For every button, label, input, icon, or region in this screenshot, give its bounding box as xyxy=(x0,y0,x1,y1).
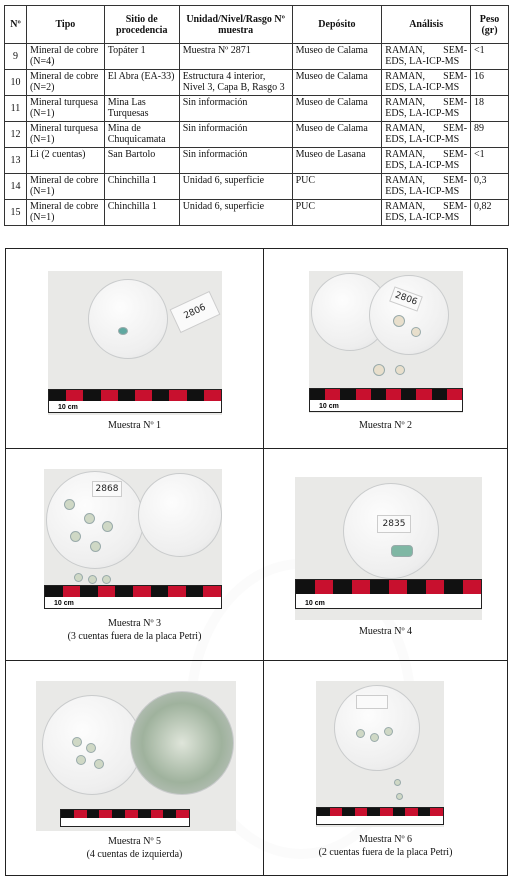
bead xyxy=(88,575,97,584)
scale-segment xyxy=(355,808,368,816)
table-row xyxy=(5,70,509,96)
table-row xyxy=(5,122,509,148)
scale-segment xyxy=(83,390,100,401)
caption-muestra-5: Muestra Nº 5 xyxy=(107,836,162,847)
scale-label: 10 cm xyxy=(302,600,328,607)
cell-n: 13 xyxy=(5,148,27,174)
bead xyxy=(394,779,401,786)
header-deposito: Depósito xyxy=(292,6,382,44)
note-muestra-6: (2 cuentas fuera de la placa Petri) xyxy=(318,847,453,858)
scale-triangle-icon: ▲ xyxy=(453,403,459,409)
caption-muestra-4: Muestra Nº 4 xyxy=(358,626,413,637)
scale-segment xyxy=(371,400,386,411)
bead xyxy=(72,737,82,747)
samples-table xyxy=(4,5,509,226)
scale-segment xyxy=(430,816,443,824)
scale-segment xyxy=(151,586,169,597)
scale-segment xyxy=(432,389,447,400)
scale-segment xyxy=(386,389,401,400)
cell-sitio: Mina Las Turquesas xyxy=(104,96,179,122)
sample-tag: 2806 xyxy=(389,286,423,311)
scale-segment xyxy=(135,401,152,412)
scale-segment xyxy=(101,401,118,412)
scale-segment xyxy=(45,586,63,597)
scale-segment xyxy=(342,816,355,824)
scale-segment xyxy=(370,580,389,594)
scale-segment xyxy=(98,586,116,597)
cell-deposito: PUC xyxy=(292,174,382,200)
scale-bottom-row xyxy=(317,816,443,824)
cell-tipo: Mineral de cobre (N=2) xyxy=(26,70,104,96)
scale-segment xyxy=(330,808,343,816)
scale-segment xyxy=(407,594,426,608)
scale-segment xyxy=(352,594,371,608)
scale-label: 10 cm xyxy=(316,403,342,410)
bead xyxy=(102,575,111,584)
mineral-fragment xyxy=(391,545,413,557)
bead xyxy=(384,727,393,736)
scale-segment xyxy=(152,390,169,401)
scale-segment xyxy=(367,816,380,824)
caption-muestra-6: Muestra Nº 6 xyxy=(358,834,413,845)
scale-segment xyxy=(333,594,352,608)
bead xyxy=(393,315,405,327)
scale-segment xyxy=(138,810,151,818)
scale-bar xyxy=(295,579,482,609)
scale-triangle-icon: ▲ xyxy=(472,600,478,606)
scale-segment xyxy=(296,580,315,594)
cell-peso: 0,82 xyxy=(471,200,509,226)
bead xyxy=(90,541,101,552)
scale-segment xyxy=(204,390,221,401)
figure-muestra-5 xyxy=(6,661,264,875)
scale-segment xyxy=(125,810,138,818)
header-peso: Peso (gr) xyxy=(471,6,509,44)
cell-unidad: Muestra Nº 2871 xyxy=(179,44,292,70)
table-header-row xyxy=(5,6,509,44)
petri-dish xyxy=(369,275,449,355)
bead xyxy=(70,531,81,542)
scale-top-row xyxy=(296,580,481,594)
scale-segment xyxy=(310,389,325,400)
scale-segment xyxy=(356,389,371,400)
cell-n: 15 xyxy=(5,200,27,226)
bead xyxy=(76,755,86,765)
cell-deposito: Museo de Calama xyxy=(292,122,382,148)
scale-segment xyxy=(168,597,186,608)
petri-dish xyxy=(88,279,168,359)
photo-muestra-2 xyxy=(309,271,463,413)
photo-muestra-1 xyxy=(48,271,222,415)
cell-tipo: Mineral de cobre (N=1) xyxy=(26,174,104,200)
scale-segment xyxy=(187,401,204,412)
scale-segment xyxy=(115,597,133,608)
scale-segment xyxy=(325,389,340,400)
caption-muestra-1: Muestra Nº 1 xyxy=(107,420,162,431)
cell-analisis: RAMAN, SEM-EDS, LA-ICP-MS xyxy=(382,200,471,226)
scale-label: 10 cm xyxy=(51,600,77,607)
scale-segment xyxy=(416,400,431,411)
scale-segment xyxy=(163,810,176,818)
scale-segment xyxy=(444,580,463,594)
sample-tag: 2835 xyxy=(377,515,411,533)
scale-segment xyxy=(87,818,100,826)
scale-segment xyxy=(380,816,393,824)
table-row xyxy=(5,200,509,226)
cell-unidad: Unidad 6, superficie xyxy=(179,200,292,226)
cell-analisis: RAMAN, SEM-EDS, LA-ICP-MS xyxy=(382,96,471,122)
figure-muestra-1 xyxy=(6,249,264,449)
table-row xyxy=(5,96,509,122)
scale-segment xyxy=(401,400,416,411)
photo-muestra-4 xyxy=(295,477,482,620)
scale-segment xyxy=(367,808,380,816)
scale-segment xyxy=(317,816,330,824)
cell-deposito: PUC xyxy=(292,200,382,226)
scale-segment xyxy=(169,401,186,412)
scale-segment xyxy=(187,390,204,401)
scale-segment xyxy=(99,818,112,826)
cell-unidad: Sin información xyxy=(179,148,292,174)
scale-segment xyxy=(389,594,408,608)
cell-sitio: Chinchilla 1 xyxy=(104,174,179,200)
scale-bar xyxy=(44,585,222,609)
scale-bottom-row xyxy=(61,818,189,826)
scale-bar xyxy=(309,388,463,412)
scale-segment xyxy=(98,597,116,608)
scale-segment xyxy=(315,580,334,594)
scale-segment xyxy=(74,810,87,818)
scale-segment xyxy=(340,389,355,400)
scale-top-row xyxy=(49,390,221,401)
cell-peso: 89 xyxy=(471,122,509,148)
scale-segment xyxy=(371,389,386,400)
bead xyxy=(94,759,104,769)
scale-segment xyxy=(407,580,426,594)
scale-segment xyxy=(444,594,463,608)
scale-segment xyxy=(426,594,445,608)
cell-unidad: Estructura 4 interior, Nivel 3, Capa B, Rasgo 3 xyxy=(179,70,292,96)
bead xyxy=(370,733,379,742)
petri-dish-full xyxy=(130,691,234,795)
petri-dish-lid xyxy=(138,473,222,557)
cell-deposito: Museo de Lasana xyxy=(292,148,382,174)
scale-top-row xyxy=(317,808,443,816)
cell-analisis: RAMAN, SEM-EDS, LA-ICP-MS xyxy=(382,148,471,174)
figure-muestra-4 xyxy=(264,449,507,661)
table-row xyxy=(5,44,509,70)
bead xyxy=(396,793,403,800)
cell-n: 11 xyxy=(5,96,27,122)
cell-sitio: Mina de Chuquicamata xyxy=(104,122,179,148)
cell-tipo: Mineral turquesa (N=1) xyxy=(26,122,104,148)
photo-muestra-5 xyxy=(36,681,236,831)
scale-segment xyxy=(118,390,135,401)
cell-tipo: Mineral de cobre (N=1) xyxy=(26,200,104,226)
scale-segment xyxy=(87,810,100,818)
scale-segment xyxy=(426,580,445,594)
scale-segment xyxy=(133,586,151,597)
scale-segment xyxy=(118,401,135,412)
scale-bar xyxy=(316,807,444,825)
bead xyxy=(74,573,83,582)
scale-segment xyxy=(176,818,189,826)
scale-segment xyxy=(463,580,482,594)
header-n: Nº xyxy=(5,6,27,44)
scale-triangle-icon: ▲ xyxy=(212,600,218,606)
scale-segment xyxy=(135,390,152,401)
table-row xyxy=(5,174,509,200)
cell-analisis: RAMAN, SEM-EDS, LA-ICP-MS xyxy=(382,122,471,148)
scale-segment xyxy=(342,808,355,816)
scale-segment xyxy=(133,597,151,608)
photo-muestra-3 xyxy=(44,469,222,609)
scale-bar xyxy=(60,809,190,827)
cell-peso: 0,3 xyxy=(471,174,509,200)
figure-muestra-3 xyxy=(6,449,264,661)
scale-segment xyxy=(340,400,355,411)
figure-muestra-6 xyxy=(264,661,507,875)
scale-segment xyxy=(330,816,343,824)
note-muestra-5: (4 cuentas de izquierda) xyxy=(86,849,183,860)
note-muestra-3: (3 cuentas fuera de la placa Petri) xyxy=(67,631,202,642)
mineral-fragment xyxy=(118,327,128,335)
scale-segment xyxy=(317,808,330,816)
photo-grid xyxy=(5,248,508,876)
scale-segment xyxy=(125,818,138,826)
scale-segment xyxy=(61,818,74,826)
scale-label: 10 cm xyxy=(55,404,81,411)
table-row xyxy=(5,148,509,174)
scale-segment xyxy=(418,816,431,824)
header-tipo: Tipo xyxy=(26,6,104,44)
scale-segment xyxy=(386,400,401,411)
scale-segment xyxy=(352,580,371,594)
caption-muestra-2: Muestra Nº 2 xyxy=(358,420,413,431)
scale-segment xyxy=(405,808,418,816)
scale-segment xyxy=(389,580,408,594)
scale-segment xyxy=(203,586,221,597)
scale-segment xyxy=(63,586,81,597)
cell-peso: 18 xyxy=(471,96,509,122)
scale-segment xyxy=(393,808,406,816)
scale-segment xyxy=(418,808,431,816)
scale-segment xyxy=(176,810,189,818)
scale-segment xyxy=(80,597,98,608)
scale-segment xyxy=(99,810,112,818)
cell-sitio: Chinchilla 1 xyxy=(104,200,179,226)
scale-segment xyxy=(151,810,164,818)
cell-n: 10 xyxy=(5,70,27,96)
cell-peso: <1 xyxy=(471,44,509,70)
cell-sitio: Topáter 1 xyxy=(104,44,179,70)
cell-tipo: Mineral de cobre (N=4) xyxy=(26,44,104,70)
cell-tipo: Li (2 cuentas) xyxy=(26,148,104,174)
figure-muestra-2 xyxy=(264,249,507,449)
cell-peso: 16 xyxy=(471,70,509,96)
scale-segment xyxy=(152,401,169,412)
scale-segment xyxy=(355,816,368,824)
header-sitio: Sitio de procedencia xyxy=(104,6,179,44)
header-analisis: Análisis xyxy=(382,6,471,44)
sample-tag xyxy=(356,695,388,709)
scale-segment xyxy=(112,810,125,818)
scale-triangle-icon: ▲ xyxy=(212,404,218,410)
scale-segment xyxy=(115,586,133,597)
cell-unidad: Sin información xyxy=(179,96,292,122)
cell-deposito: Museo de Calama xyxy=(292,96,382,122)
scale-segment xyxy=(186,597,204,608)
scale-segment xyxy=(101,390,118,401)
caption-muestra-3: Muestra Nº 3 xyxy=(107,618,162,629)
cell-sitio: El Abra (EA-33) xyxy=(104,70,179,96)
scale-segment xyxy=(186,586,204,597)
scale-segment xyxy=(74,818,87,826)
cell-deposito: Museo de Calama xyxy=(292,70,382,96)
cell-sitio: San Bartolo xyxy=(104,148,179,174)
scale-segment xyxy=(163,818,176,826)
scale-segment xyxy=(430,808,443,816)
bead xyxy=(356,729,365,738)
cell-analisis: RAMAN, SEM-EDS, LA-ICP-MS xyxy=(382,174,471,200)
scale-top-row xyxy=(310,389,462,400)
cell-deposito: Museo de Calama xyxy=(292,44,382,70)
scale-segment xyxy=(168,586,186,597)
scale-segment xyxy=(370,594,389,608)
bead xyxy=(373,364,385,376)
cell-peso: <1 xyxy=(471,148,509,174)
scale-top-row xyxy=(45,586,221,597)
bead xyxy=(395,365,405,375)
scale-segment xyxy=(416,389,431,400)
photo-muestra-6 xyxy=(316,681,444,827)
cell-tipo: Mineral turquesa (N=1) xyxy=(26,96,104,122)
bead xyxy=(84,513,95,524)
scale-segment xyxy=(432,400,447,411)
scale-segment xyxy=(49,390,66,401)
scale-segment xyxy=(151,818,164,826)
cell-n: 9 xyxy=(5,44,27,70)
scale-segment xyxy=(393,816,406,824)
scale-segment xyxy=(138,818,151,826)
cell-analisis: RAMAN, SEM-EDS, LA-ICP-MS xyxy=(382,44,471,70)
scale-segment xyxy=(66,390,83,401)
cell-analisis: RAMAN, SEM-EDS, LA-ICP-MS xyxy=(382,70,471,96)
bead xyxy=(64,499,75,510)
scale-segment xyxy=(112,818,125,826)
scale-segment xyxy=(80,586,98,597)
sample-tag: 2868 xyxy=(92,481,122,497)
scale-segment xyxy=(356,400,371,411)
scale-segment xyxy=(401,389,416,400)
bead xyxy=(411,327,421,337)
header-unidad: Unidad/Nivel/Rasgo Nº muestra xyxy=(179,6,292,44)
scale-segment xyxy=(447,389,462,400)
bead xyxy=(102,521,113,532)
cell-unidad: Unidad 6, superficie xyxy=(179,174,292,200)
scale-top-row xyxy=(61,810,189,818)
scale-segment xyxy=(380,808,393,816)
scale-segment xyxy=(169,390,186,401)
scale-segment xyxy=(151,597,169,608)
cell-n: 12 xyxy=(5,122,27,148)
scale-segment xyxy=(405,816,418,824)
scale-segment xyxy=(83,401,100,412)
cell-unidad: Sin información xyxy=(179,122,292,148)
sample-tag: 2806 xyxy=(170,291,221,333)
scale-segment xyxy=(333,580,352,594)
scale-bar xyxy=(48,389,222,413)
scale-segment xyxy=(61,810,74,818)
bead xyxy=(86,743,96,753)
cell-n: 14 xyxy=(5,174,27,200)
